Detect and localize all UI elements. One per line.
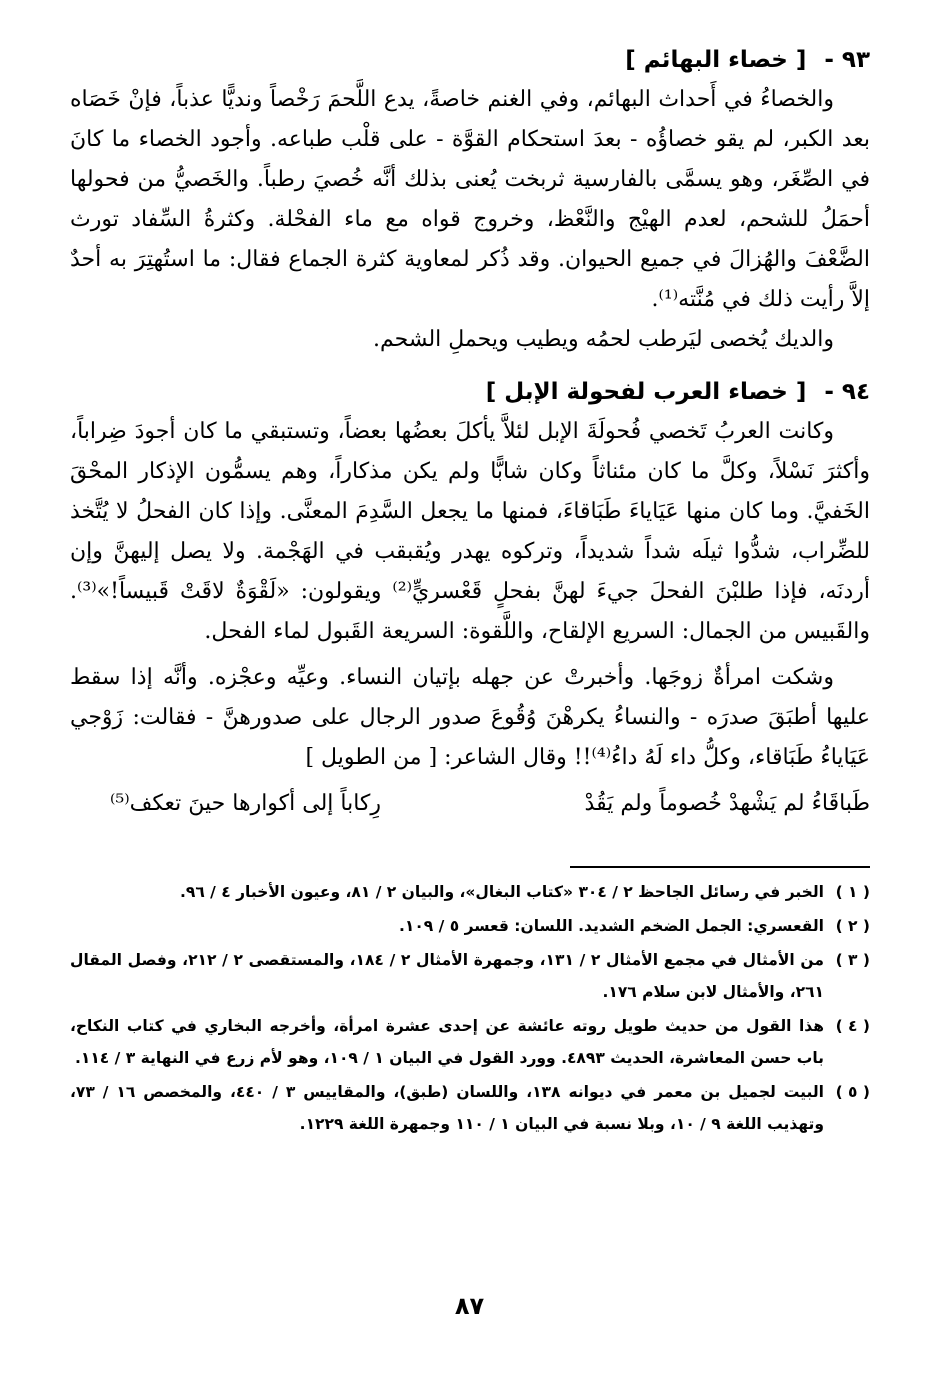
footnote-item xyxy=(70,1010,870,1074)
footnote-item xyxy=(70,876,870,908)
footnote-item xyxy=(70,1076,870,1140)
section-title: [ خصاء العرب لفحولة الإبل ] xyxy=(485,379,807,405)
footnote-divider xyxy=(570,866,870,868)
footnote-text: القعسري: الجمل الضخم الشديد. اللسان: قعسر ٥ / ١٠٩. xyxy=(398,917,824,935)
footnote-item xyxy=(70,910,870,942)
section-heading-94 xyxy=(70,372,870,412)
paragraph: والديك يُخصى ليَرطب لحمُه ويطيب ويحملِ الشحم. xyxy=(372,327,834,352)
section-number: ٩٤ - xyxy=(824,379,870,405)
section-number: ٩٣ - xyxy=(824,47,870,73)
book-page xyxy=(70,40,870,1142)
footnote-text: الخبر في رسائل الجاحظ ٢ / ٣٠٤ «كتاب البغال»، والبيان ٢ / ٨١، وعيون الأخبار ٤ / ٩٦. xyxy=(179,883,824,901)
section-heading-93 xyxy=(70,40,870,80)
footnote-text: من الأمثال في مجمع الأمثال ٢ / ١٣١، وجمهرة الأمثال ٢ / ١٨٤، والمستقصى ٢ / ٢١٢، وفصل المقال ٢٦١، والأمثال لابن سلام ١٧٦. xyxy=(70,951,824,1001)
footnote-number: ( ٤ ) xyxy=(835,1017,870,1035)
footnote-number: ( ١ ) xyxy=(835,883,870,901)
section-title: [ خصاء البهائم ] xyxy=(625,47,807,73)
footnote-number: ( ٣ ) xyxy=(835,951,870,969)
poetry-verse xyxy=(70,778,870,824)
verse-second-hemistich: رِكاباً إلى أكوارها حينَ تعكف⁽⁵⁾ xyxy=(110,791,382,816)
paragraph: والخصاءُ في أَحداث البهائم، وفي الغنم خاصةً، يدع اللَّحمَ رَخْصاً ونديًّا عذباً، فإنْ خَصَاه بعد الكبر، لم يقو خصاؤُه - بعدَ استحكام القوَّة - على قلْب طباعه. وأجود الخصاء ما كانَ في الصِّغَر، وهو يسمَّى بالفارسية ثربخت يُعنى بذلك أنَّه خُصيَ رطباً. والخَصيُّ من فحولها أحمَلُ للشحم، لعدم الهيْج والنَّعْظ، وخروج قواه مع ماء الفحْلة. وكثرةُ السِّفاد تورث الضَّعْفَ والهُزالَ في جميع الحيوان. وقد ذُكر لمعاوية كثرة الجماع فقال: ما استُهتِرَ به أحدٌ إلاَّ رأيت ذلك في مُنَّته⁽¹⁾. xyxy=(70,87,870,312)
paragraph: وشكت امرأةٌ زوجَها. وأخبرتْ عن جهله بإتيان النساء. وعيِّه وعجْزه. وأنَّه إذا سقط عليها أطبَقَ صدرَه - والنساءُ يكرهْنَ وُقُوعَ صدور الرجال على صدورهنَّ - فقالت: زَوْجي عَيَاياءُ طَبَاقاء، وكلُّ داء لَهُ داءُ⁽⁴⁾!! وقال الشاعر: [ من الطويل ] xyxy=(70,665,870,770)
footnotes xyxy=(70,876,870,1140)
footnote-text: البيت لجميل بن معمر في ديوانه ١٣٨، واللسان (طبق)، والمقاييس ٣ / ٤٤٠، والمخصص ١٦ / ٧٣، وتهذيب اللغة ٩ / ١٠، وبلا نسبة في البيان ١ / ١١٠ وجمهرة اللغة ١٢٢٩. xyxy=(70,1083,824,1133)
footnote-number: ( ٥ ) xyxy=(835,1083,870,1101)
footnote-item xyxy=(70,944,870,1008)
paragraph: وكانت العربُ تَخصي فُحولَةَ الإبل لئلاَّ يأكلَ بعضُها بعضاً، وتستبقي ما كان أجودَ ضِراباً، وأكثرَ نَسْلاً، وكلَّ ما كان مئناثاً وكان شابًّا ولم يكن مذكاراً، وهم يسمُّون الإذكار المحْقَ الخَفيَّ. وما كان منها عَيَاياءَ طَبَاقاءَ، فمنها ما يجعل السَّدِمَ المعنَّى. وإذا كان الفحلُ لا يُتَّخذ للضِّراب، شدُّوا ثيلَه شداً شديداً، وتركوه يهدر ويُقبقب في الهَجْمة. ولا يصل إليهنَّ وإن أردنَه، فإذا طلبْنَ الفحلَ جيءَ لهنَّ بفحلٍ قَعْسريٍّ⁽²⁾ ويقولون: «لَقْوَةٌ لاقَتْ قَبيساً!»⁽³⁾. والقَبيس من الجمال: السريع الإلقاح، واللَّقوة: السريعة القَبول لماء الفحل. xyxy=(70,419,870,644)
footnote-text: هذا القول من حديث طويل روته عائشة عن إحدى عشرة امرأة، وأخرجه البخاري في كتاب النكاح، باب حسن المعاشرة، الحديث ٤٨٩٣. وورد القول في البيان ١ / ١٠٩، وهو لأم زرع في النهاية ٣ / ١١٤. xyxy=(70,1017,824,1067)
page-number: ٨٧ xyxy=(454,1292,485,1320)
verse-first-hemistich: طَباقَاءُ لم يَشْهدْ خُصوماً ولم يَقُدْ xyxy=(584,791,870,816)
footnote-number: ( ٢ ) xyxy=(835,917,870,935)
